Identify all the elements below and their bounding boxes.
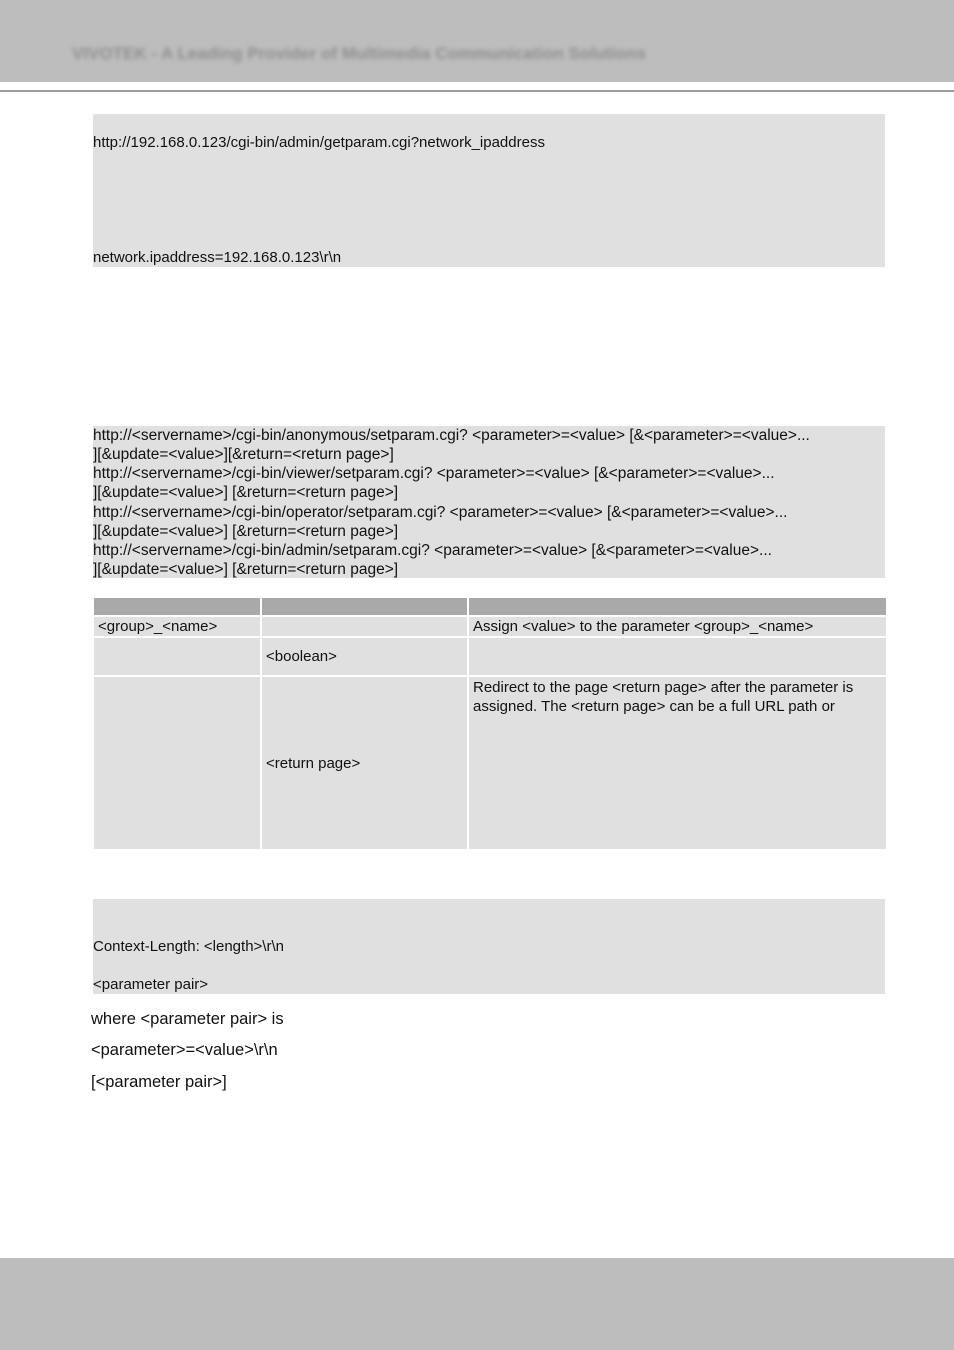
header-divider (0, 90, 954, 92)
param-cell: <group>_<name> (94, 617, 260, 636)
page-footer (0, 1258, 954, 1350)
example-response: network.ipaddress=192.168.0.123\r\n (93, 249, 342, 266)
desc-cell: Redirect to the page <return page> after the parameter is assigned. The <return page> can be a full URL path or (469, 677, 886, 849)
response-line: <parameter pair> (93, 976, 209, 993)
syntax-line: ][&update=<value>][&return=<return page>] (93, 446, 394, 463)
table-header-row (94, 598, 886, 615)
parameter-table (92, 596, 888, 851)
table-header-cell (262, 598, 467, 615)
syntax-line: http://<servername>/cgi-bin/anonymous/setparam.cgi? <parameter>=<value> [&<parameter>=<value>... (93, 427, 810, 444)
table-header-cell (94, 598, 260, 615)
syntax-line: http://<servername>/cgi-bin/viewer/setparam.cgi? <parameter>=<value> [&<parameter>=<value>... (93, 465, 775, 482)
syntax-line: http://<servername>/cgi-bin/operator/setparam.cgi? <parameter>=<value> [&<parameter>=<value>... (93, 504, 788, 521)
syntax-line: ][&update=<value>] [&return=<return page>] (93, 484, 399, 501)
syntax-box (93, 426, 885, 578)
value-cell: <boolean> (262, 638, 467, 675)
header-title: VIVOTEK - A Leading Provider of Multimedia Communication Solutions (72, 44, 646, 63)
example-request: http://192.168.0.123/cgi-bin/admin/getparam.cgi?network_ipaddress (93, 134, 545, 151)
syntax-line: ][&update=<value>] [&return=<return page>] (93, 523, 399, 540)
table-header-cell (469, 598, 886, 615)
page-header (0, 0, 954, 82)
response-line: Context-Length: <length>\r\n (93, 938, 284, 955)
example-box (93, 114, 885, 267)
body-text-line: where <parameter pair> is (91, 1010, 284, 1028)
body-text-line: <parameter>=<value>\r\n (91, 1041, 278, 1059)
response-box (93, 899, 885, 994)
value-cell: <return page> (262, 677, 467, 849)
desc-cell: Assign <value> to the parameter <group>_<name> (469, 617, 886, 636)
param-cell (94, 677, 260, 849)
table-row (94, 638, 886, 675)
table-row (94, 617, 886, 636)
syntax-line: http://<servername>/cgi-bin/admin/setparam.cgi? <parameter>=<value> [&<parameter>=<value>... (93, 542, 772, 559)
syntax-line: ][&update=<value>] [&return=<return page>] (93, 561, 399, 578)
desc-cell (469, 638, 886, 675)
table-row (94, 677, 886, 849)
value-cell (262, 617, 467, 636)
param-cell (94, 638, 260, 675)
body-text-line: [<parameter pair>] (91, 1073, 227, 1091)
